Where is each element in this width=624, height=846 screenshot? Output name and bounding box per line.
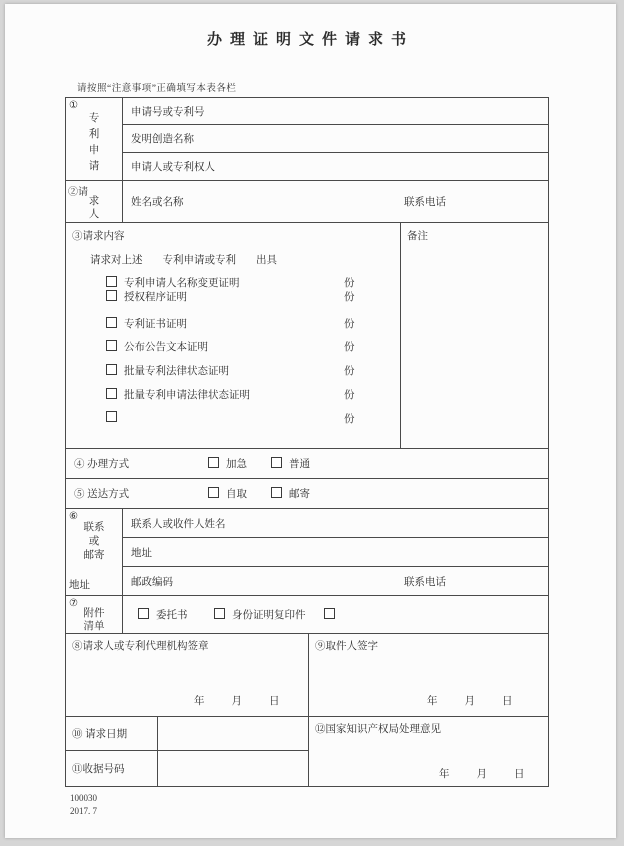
office-opinion-field[interactable] <box>309 717 548 786</box>
power-of-attorney-label: 委托书 <box>156 610 188 621</box>
attachment-list-row <box>123 596 548 634</box>
receipt-number-label: ⑪收据号码 <box>72 764 125 775</box>
cert-item-label: 专利证书证明 <box>124 319 187 330</box>
section6-label-line: 联系 <box>83 522 105 533</box>
form-code: 100030 <box>70 793 97 803</box>
application-number-label: 申请号或专利号 <box>131 106 205 118</box>
requester-name-label: 姓名或名称 <box>131 197 184 208</box>
section1-label-char: 利 <box>88 129 100 140</box>
intro-part: 请求对上述 <box>90 255 143 266</box>
remarks-field[interactable] <box>401 223 548 449</box>
checkbox-bulk-patent-legal-status-cert[interactable] <box>106 364 117 375</box>
pickup-signature-label: ⑨取件人签字 <box>315 641 378 652</box>
request-date-header <box>66 717 158 751</box>
unit-label: 份 <box>344 319 355 330</box>
checkbox-mail[interactable] <box>271 487 282 498</box>
section2-label-char: 求 <box>88 196 100 207</box>
cert-item-row <box>106 275 240 287</box>
unit-label: 份 <box>344 390 355 401</box>
applicant-label: 申请人或专利权人 <box>131 162 215 173</box>
checkbox-power-of-attorney[interactable] <box>138 608 149 619</box>
section2-label-char: 人 <box>88 209 100 220</box>
contact-name-label: 联系人或收件人姓名 <box>131 518 226 530</box>
id-copy-option <box>214 607 306 622</box>
checkbox-bulk-application-legal-status-cert[interactable] <box>106 388 117 399</box>
request-intro <box>90 252 297 267</box>
receipt-number-field[interactable] <box>158 751 309 786</box>
section2-number: ②请 <box>68 187 88 198</box>
zip-code-label: 邮政编码 <box>131 576 173 588</box>
other-attachment-option <box>324 608 342 621</box>
checkbox-publication-text-cert[interactable] <box>106 340 117 351</box>
office-opinion-label: ⑫国家知识产权局处理意见 <box>315 724 441 735</box>
self-pickup-option <box>208 486 247 501</box>
cert-item-row <box>106 316 187 328</box>
address-field[interactable] <box>123 538 548 567</box>
checkbox-patent-certificate-cert[interactable] <box>106 317 117 328</box>
normal-option <box>271 456 310 471</box>
power-of-attorney-option <box>138 607 188 622</box>
section6-label-bottom: 地址 <box>69 580 90 591</box>
cert-item-row <box>106 363 229 375</box>
section7-number: ⑦ <box>69 598 78 609</box>
section2-header <box>66 181 123 223</box>
section1-label-char: 请 <box>88 161 100 172</box>
fill-instruction-note: 请按照“注意事项”正确填写本表各栏 <box>77 84 237 94</box>
section6-label-line: 邮寄 <box>83 550 105 561</box>
unit-label: 份 <box>344 342 355 353</box>
section1-header <box>66 98 123 181</box>
section7-label-line: 附件 <box>83 608 105 619</box>
checkbox-authorization-procedure-cert[interactable] <box>106 290 117 301</box>
form-footer <box>70 792 97 818</box>
form-table <box>65 97 549 787</box>
requester-name-field[interactable] <box>123 181 548 223</box>
cert-item-label: 授权程序证明 <box>124 292 187 303</box>
requester-signature-field[interactable] <box>66 634 309 717</box>
section1-label-char: 申 <box>88 145 100 156</box>
section6-header <box>66 509 123 596</box>
unit-label: 份 <box>344 292 355 303</box>
section1-number: ① <box>69 100 78 111</box>
cert-item-row <box>106 411 124 423</box>
checkbox-urgent[interactable] <box>208 457 219 468</box>
checkbox-self-pickup[interactable] <box>208 487 219 498</box>
mail-label: 邮寄 <box>289 489 310 500</box>
section7-header <box>66 596 123 634</box>
application-number-field[interactable] <box>123 98 548 125</box>
remarks-label: 备注 <box>407 231 428 242</box>
mail-option <box>271 486 310 501</box>
office-opinion-date-line: 年 月 日 <box>439 769 527 780</box>
signature-date-line: 年 月 日 <box>194 696 282 707</box>
pickup-date-line: 年 月 日 <box>427 696 515 707</box>
form-page <box>5 4 616 838</box>
unit-label: 份 <box>344 366 355 377</box>
checkbox-other-attachment[interactable] <box>324 608 335 619</box>
cert-item-label: 批量专利法律状态证明 <box>124 366 229 377</box>
invention-title-label: 发明创造名称 <box>131 134 194 145</box>
form-version: 2017. 7 <box>70 806 97 816</box>
processing-method-label: ④ 办理方式 <box>74 459 130 470</box>
unit-label: 份 <box>344 278 355 289</box>
form-title: 办理证明文件请求书 <box>206 32 414 48</box>
section6-number: ⑥ <box>69 511 78 522</box>
delivery-method-label: ⑤ 送达方式 <box>74 489 130 500</box>
checkbox-id-copy[interactable] <box>214 608 225 619</box>
pickup-signature-field[interactable] <box>309 634 548 717</box>
request-content-section <box>66 223 401 449</box>
applicant-field[interactable] <box>123 153 548 181</box>
zip-code-field[interactable] <box>123 567 548 596</box>
requester-phone-label: 联系电话 <box>404 197 446 208</box>
checkbox-other-cert[interactable] <box>106 411 117 422</box>
request-date-field[interactable] <box>158 717 309 751</box>
requester-signature-label: ⑧请求人或专利代理机构签章 <box>72 641 209 652</box>
request-date-label: ⑩ 请求日期 <box>72 729 128 740</box>
intro-part: 出具 <box>256 255 277 266</box>
cert-item-label: 公布公告文本证明 <box>124 342 208 353</box>
delivery-method-row <box>66 479 548 509</box>
unit-label: 份 <box>344 414 355 425</box>
intro-part: 专利申请或专利 <box>162 255 236 266</box>
normal-label: 普通 <box>289 459 310 470</box>
section7-label-line: 清单 <box>83 621 105 632</box>
invention-title-field[interactable] <box>123 125 548 153</box>
section6-label-line: 或 <box>88 536 100 547</box>
checkbox-normal[interactable] <box>271 457 282 468</box>
urgent-option <box>208 456 247 471</box>
contact-phone-label: 联系电话 <box>404 576 446 588</box>
cert-item-row <box>106 289 187 301</box>
self-pickup-label: 自取 <box>226 489 247 500</box>
request-content-label: ③请求内容 <box>72 231 125 242</box>
section1-label-char: 专 <box>88 113 100 124</box>
address-label: 地址 <box>131 547 152 559</box>
cert-item-label: 批量专利申请法律状态证明 <box>124 390 250 401</box>
cert-item-label: 专利申请人名称变更证明 <box>124 278 240 289</box>
id-copy-label: 身份证明复印件 <box>232 610 306 621</box>
checkbox-applicant-name-change-cert[interactable] <box>106 276 117 287</box>
processing-method-row <box>66 449 548 479</box>
contact-name-field[interactable] <box>123 509 548 538</box>
receipt-number-header <box>66 751 158 786</box>
urgent-label: 加急 <box>226 459 247 470</box>
cert-item-row <box>106 387 250 399</box>
cert-item-row <box>106 339 208 351</box>
